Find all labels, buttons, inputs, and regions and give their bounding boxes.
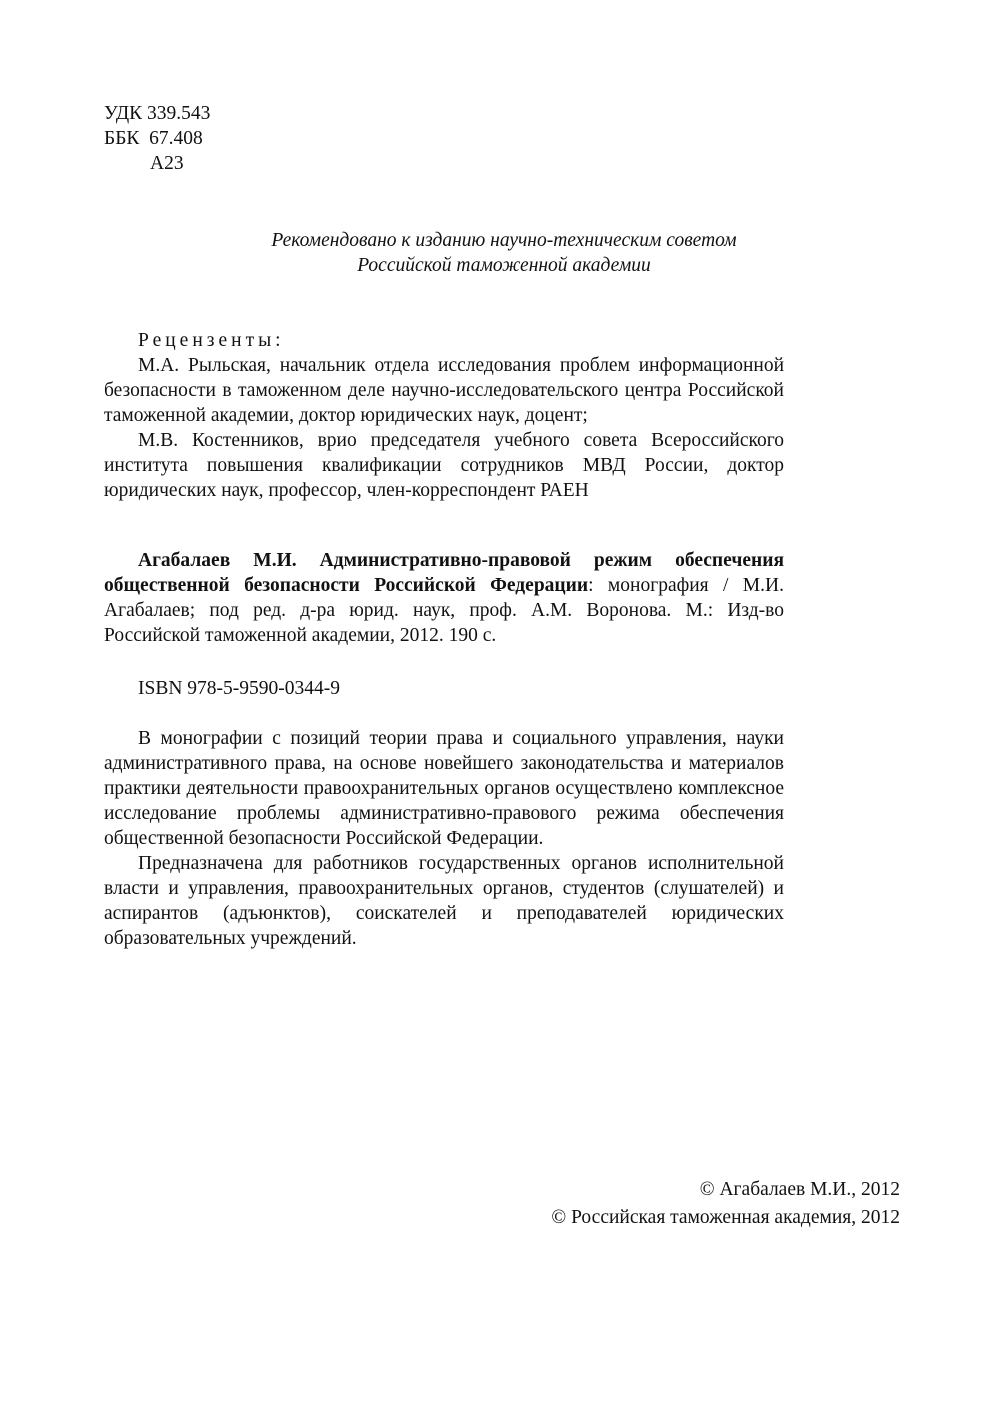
author-mark: А23: [150, 153, 184, 174]
citation-author-title: Агабалаев М.И. Административно-правовой режим обеспечения общественной безопасности Российской Федерации: [104, 550, 784, 596]
reviewers-section: [104, 328, 784, 503]
recommendation-line-1: Рекомендовано к изданию научно-техническим советом: [271, 230, 737, 251]
reviewer-entry: М.А. Рыльская, начальник отдела исследования проблем информационной безопасности в таможенном деле научно-исследовательского центра Российской таможенной академии, доктор юридических наук, доцент;: [104, 355, 784, 426]
abstract-paragraph: В монографии с позиций теории права и социального управления, науки административного права, на основе новейшего законодательства и материалов практики деятельности правоохранительных органов осуществлено комплексное исследование проблемы административно-правового режима обеспечения общественной безопасности Российской Федерации.: [104, 728, 784, 849]
reviewer-entry: М.В. Костенников, врио председателя учебного совета Всероссийского института повышения квалификации сотрудников МВД России, доктор юридических наук, профессор, член-корреспондент РАЕН: [104, 430, 784, 501]
citation-details: : монография / М.И. Агабалаев; под ред. д-ра юрид. наук, проф. А.М. Воронова. М.: Изд-во Российской таможенной академии, 2012. 190 с.: [104, 575, 784, 646]
bibliographic-codes: [104, 101, 210, 176]
copyright-notice: [551, 1176, 900, 1232]
abstract-section: [104, 726, 784, 951]
isbn: ISBN 978-5-9590-0344-9: [138, 678, 341, 699]
bibliographic-citation: [104, 548, 784, 648]
copyright-author: © Агабалаев М.И., 2012: [699, 1179, 900, 1200]
abstract-paragraph: Предназначена для работников государственных органов исполнительной власти и управления, правоохранительных органов, студентов (слушателей) и аспирантов (адъюнктов), соискателей и преподавателей юридических образовательных учреждений.: [104, 853, 784, 949]
publication-recommendation: [104, 228, 904, 278]
udk-code: УДК 339.543: [104, 103, 211, 124]
copyright-publisher: © Российская таможенная академия, 2012: [551, 1207, 900, 1228]
recommendation-line-2: Российской таможенной академии: [357, 255, 651, 276]
reviewers-label: Рецензенты:: [138, 330, 285, 351]
bbk-code: ББК 67.408: [104, 128, 203, 149]
